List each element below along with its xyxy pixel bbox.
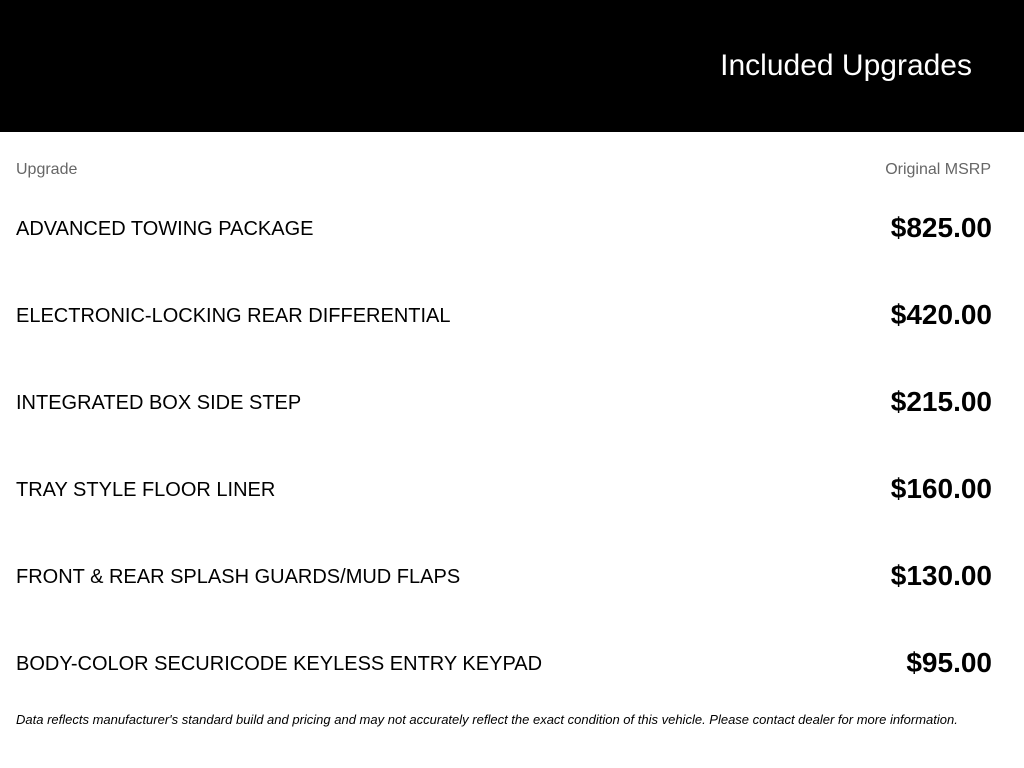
upgrade-price: $215.00 <box>890 386 992 417</box>
list-item <box>0 190 1024 277</box>
disclaimer-text: Data reflects manufacturer's standard build and pricing and may not accurately reflect the exact condition of this vehicle. Please contact dealer for more information. <box>16 712 958 727</box>
upgrade-name: FRONT & REAR SPLASH GUARDS/MUD FLAPS <box>16 566 461 588</box>
header-banner <box>0 0 1024 132</box>
list-item <box>0 364 1024 451</box>
upgrade-price: $160.00 <box>890 473 992 504</box>
upgrade-price: $130.00 <box>890 560 992 591</box>
upgrade-price: $825.00 <box>890 212 992 243</box>
upgrade-name: BODY-COLOR SECURICODE KEYLESS ENTRY KEYPAD <box>16 653 543 675</box>
column-header-msrp: Original MSRP <box>885 161 991 178</box>
upgrade-price: $420.00 <box>890 299 992 330</box>
upgrade-name: TRAY STYLE FLOOR LINER <box>16 479 276 501</box>
upgrade-name: ADVANCED TOWING PACKAGE <box>16 218 314 240</box>
upgrade-name: INTEGRATED BOX SIDE STEP <box>16 392 302 414</box>
list-item <box>0 451 1024 538</box>
column-header-upgrade: Upgrade <box>16 161 78 178</box>
upgrade-name: ELECTRONIC-LOCKING REAR DIFFERENTIAL <box>16 305 451 327</box>
list-item <box>0 277 1024 364</box>
list-item <box>0 538 1024 625</box>
page-title: Included Upgrades <box>720 49 972 82</box>
upgrade-price: $95.00 <box>906 647 992 678</box>
list-item <box>0 625 1024 712</box>
upgrades-list <box>0 190 1024 712</box>
